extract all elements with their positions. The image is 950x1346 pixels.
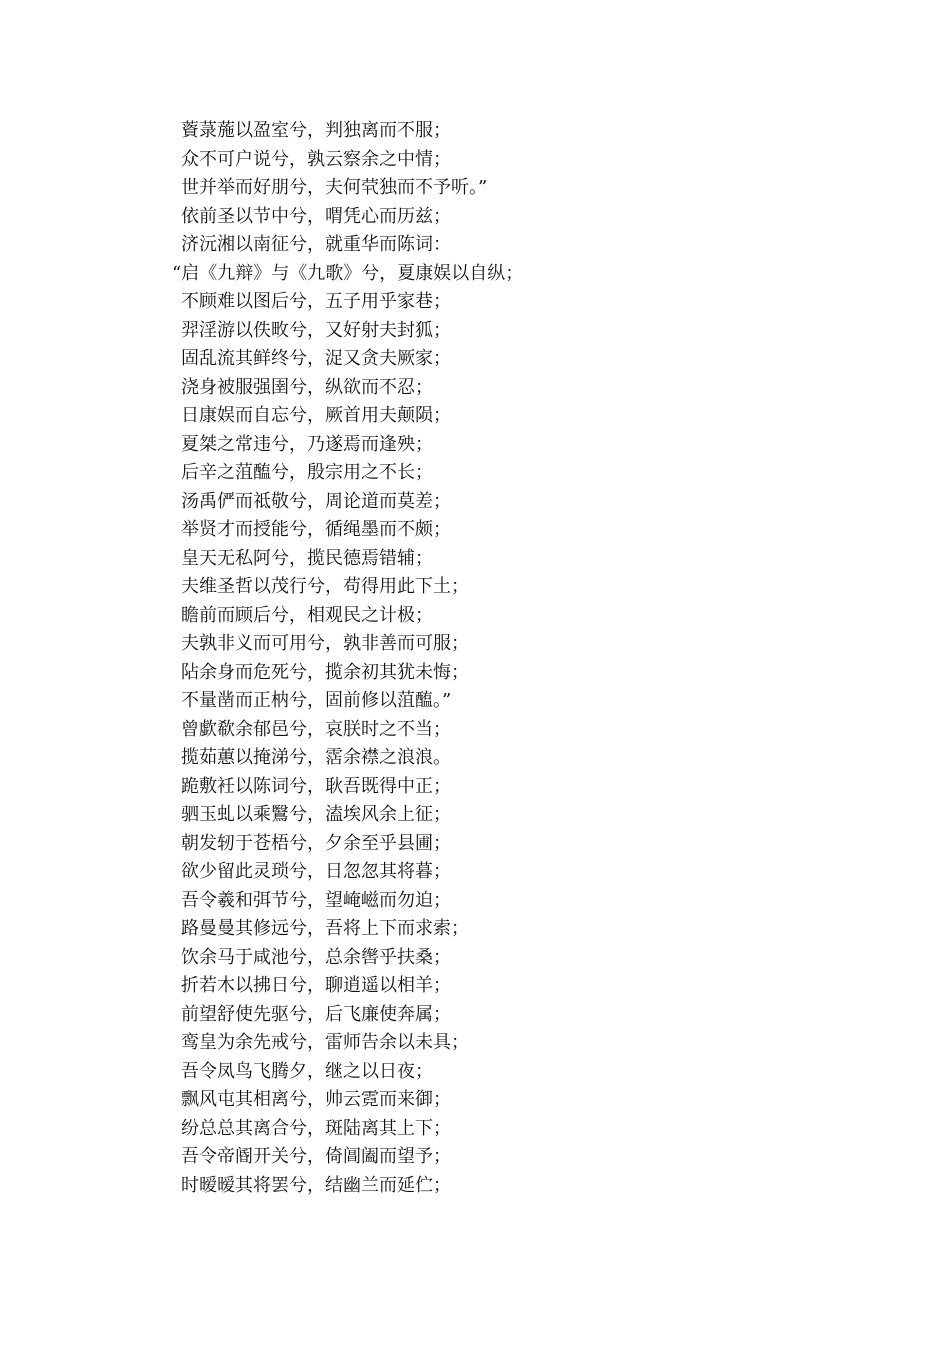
poem-line: 鸾皇为余先戒兮，雷师告余以未具；	[181, 1032, 469, 1053]
poem-line: 瞻前而顾后兮，相观民之计极；	[181, 604, 433, 626]
poem-line: 折若木以拂日兮，聊逍遥以相羊；	[181, 975, 451, 996]
poem-line: 路曼曼其修远兮，吾将上下而求索；	[181, 918, 469, 939]
poem-line: 夫孰非义而可用兮，孰非善而可服；	[181, 633, 469, 654]
poem-line: 夏桀之常违兮，乃遂焉而逢殃；	[181, 433, 433, 455]
poem-line: 夫维圣哲以茂行兮，苟得用此下土；	[181, 576, 469, 597]
poem-line: 欲少留此灵琐兮，日忽忽其将暮；	[181, 861, 451, 882]
poem-line: 纷总总其离合兮，斑陆离其上下；	[181, 1117, 451, 1139]
poem-line: 跪敷衽以陈词兮，耿吾既得中正；	[181, 775, 451, 797]
poem-line: 飘风屯其相离兮，帅云霓而来御；	[181, 1089, 451, 1110]
poem-line: 固乱流其鲜终兮，浞又贪夫厥家；	[181, 348, 451, 369]
poem-line: 众不可户说兮，孰云察余之中情；	[181, 148, 451, 170]
poem-line: 薋菉葹以盈室兮，判独离而不服；	[181, 120, 451, 141]
poem-line: 不顾难以图后兮，五子用乎家巷；	[181, 291, 451, 312]
poem-line: 揽茹蕙以掩涕兮，霑余襟之浪浪。	[181, 747, 451, 768]
poem-line: 皇天无私阿兮，揽民德焉错辅；	[181, 547, 433, 569]
poem-line: 依前圣以节中兮，喟凭心而历兹；	[181, 205, 451, 227]
poem-line: 时暧暧其将罢兮，结幽兰而延伫；	[181, 1174, 451, 1196]
poem-line: 饮余马于咸池兮，总余辔乎扶桑；	[181, 946, 451, 968]
poem-line: 阽余身而危死兮，揽余初其犹未悔；	[181, 661, 469, 683]
poem-line: 济沅湘以南征兮，就重华而陈词：	[181, 234, 451, 255]
poem-line: 吾令凤鸟飞腾夕，继之以日夜；	[181, 1060, 433, 1082]
poem-line: 吾令帝阍开关兮，倚阊阖而望予；	[181, 1146, 451, 1167]
poem-line: 朝发轫于苍梧兮，夕余至乎县圃；	[181, 832, 451, 854]
poem-text	[172, 117, 524, 1200]
poem-line: 曾歔欷余郁邑兮，哀朕时之不当；	[181, 718, 451, 740]
poem-line: 不量凿而正枘兮，固前修以菹醢。”	[181, 690, 452, 711]
poem-line: 世并举而好朋兮，夫何茕独而不予听。”	[181, 177, 488, 198]
poem-line: 汤禹俨而祗敬兮，周论道而莫差；	[181, 490, 451, 512]
poem-line: 羿淫游以佚畋兮，又好射夫封狐；	[181, 319, 451, 341]
poem-line: 前望舒使先驱兮，后飞廉使奔属；	[181, 1003, 451, 1025]
poem-line: 驷玉虬以乘鷖兮，溘埃风余上征；	[181, 804, 451, 825]
poem-line: 吾令羲和弭节兮，望崦嵫而勿迫；	[181, 889, 451, 911]
poem-line: 浇身被服强圉兮，纵欲而不忍；	[181, 376, 433, 398]
poem-line: 后辛之菹醢兮，殷宗用之不长；	[181, 462, 433, 483]
poem-line: 举贤才而授能兮，循绳墨而不颇；	[181, 519, 451, 540]
poem-line: 日康娱而自忘兮，厥首用夫颠陨；	[181, 405, 451, 426]
poem-line: “启《九辩》与《九歌》兮，夏康娱以自纵；	[172, 262, 524, 284]
